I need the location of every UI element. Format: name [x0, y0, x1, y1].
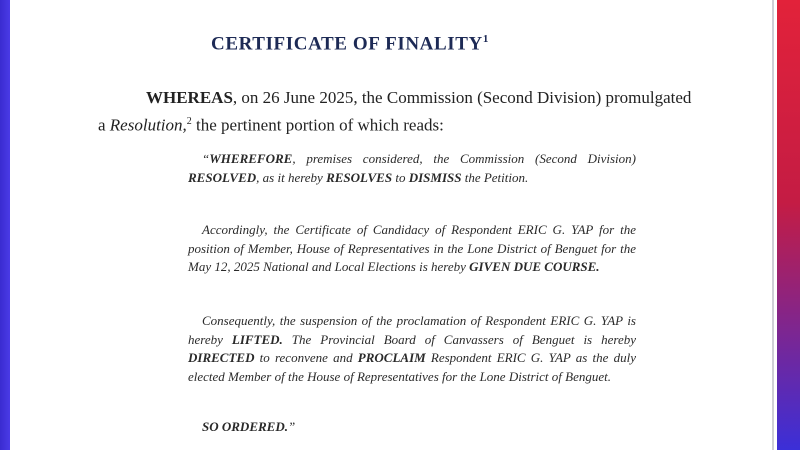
quote-2-text: Accordingly, the Certificate of Candidacy of Respondent ERIC G. YAP for the position of Member, House of Representatives in the Lone District of Benguet for the May 12, 2025 National and Local Elections is hereby — [188, 222, 636, 274]
right-decorative-strip — [774, 0, 800, 450]
title-text: CERTIFICATE OF FINALITY — [211, 33, 483, 55]
directed-text: DIRECTED — [188, 350, 255, 365]
quote-paragraph-4 — [188, 418, 636, 437]
wherefore-text: WHEREFORE — [209, 151, 293, 166]
lifted-text: LIFTED. — [231, 331, 283, 347]
quote-1-text-i: the Petition. — [461, 169, 529, 185]
quote-paragraph-2 — [188, 221, 636, 277]
document-page — [10, 0, 772, 450]
intro-footnote-marker: 2 — [186, 116, 192, 127]
resolved-text: RESOLVED — [188, 169, 257, 185]
proclaim-text: PROCLAIM — [357, 350, 426, 365]
close-quote: ” — [287, 419, 296, 434]
title-footnote-marker: 1 — [482, 33, 489, 45]
intro-paragraph — [98, 86, 698, 138]
quote-paragraph-1 — [188, 150, 636, 187]
so-ordered-text: SO ORDERED. — [202, 419, 288, 434]
quote-3-text-g: Respondent ERIC G. YAP as the duly elected Member of the House of Representatives for the Lone District of Benguet. — [188, 350, 636, 384]
intro-text-2: the pertinent portion of which reads: — [191, 115, 444, 135]
quote-1-text-e: , as it hereby — [256, 169, 327, 185]
given-due-course-text: GIVEN DUE COURSE. — [469, 259, 600, 274]
intro-text-1: , on 26 June 2025, the Commission (Second Division) promulgated a — [98, 88, 692, 135]
quote-1-text-c: , premises considered, the Commission (Second Division) — [292, 151, 636, 166]
open-quote: “ — [202, 151, 210, 166]
document-title — [10, 33, 690, 55]
resolves-text: RESOLVES — [326, 169, 393, 185]
quote-3-text-a: Consequently, the suspension of the proclamation of Respondent ERIC G. YAP is hereby — [188, 313, 636, 347]
quote-paragraph-3 — [188, 312, 636, 386]
resolution-word: Resolution, — [109, 115, 187, 135]
quote-3-text-e: to reconvene and — [254, 350, 358, 365]
quote-3-text-c: The Provincial Board of Canvassers of Benguet is hereby — [282, 331, 637, 347]
quote-1-text-g: to — [392, 169, 409, 185]
whereas-label: WHEREAS — [146, 88, 233, 107]
dismiss-text: DISMISS — [408, 169, 462, 185]
